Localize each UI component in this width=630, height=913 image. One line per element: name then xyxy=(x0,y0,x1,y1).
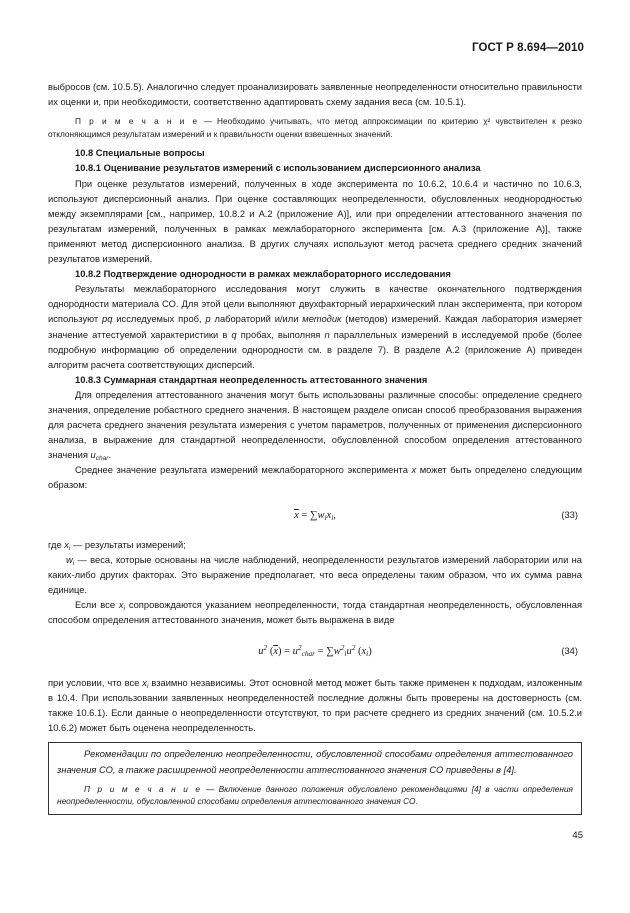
standard-header: ГОСТ Р 8.694—2010 xyxy=(472,42,584,54)
text-run: (методов) измерений. Каждая лаборатория измеряет значение аттестуемой характеристики в xyxy=(48,314,582,340)
index-i: i xyxy=(324,512,327,522)
paren: ( xyxy=(267,646,274,658)
index-i: i xyxy=(146,683,149,691)
var-x: x xyxy=(64,539,69,550)
var-x: x xyxy=(142,678,147,689)
var-pq: pq xyxy=(102,314,113,325)
exp-2: 2 xyxy=(263,643,268,653)
var-x: x xyxy=(326,509,332,521)
var-u: u xyxy=(90,450,96,461)
index-i: i xyxy=(344,649,347,659)
var-x: x xyxy=(118,599,124,610)
text-run: — веса, которые основаны на числе наблюдений, неопределенности результатов измерений лаборатории или на каких-либо других факторах. Это выражение предполагает, что веса определены таким образом, что их сумма равна единице. xyxy=(48,554,582,595)
text-run: Если все xyxy=(75,599,119,610)
text-run: Среднее значение результата измерений межлабораторного эксперимента xyxy=(75,465,412,476)
subscript-char: char xyxy=(301,649,316,659)
section-10-8-2-heading: 10.8.2 Подтверждение однородности в рамках межлабораторного исследования xyxy=(75,269,451,280)
word-metodik: методик xyxy=(302,314,342,325)
paren: ) xyxy=(368,646,372,658)
paragraph-10-8-1: При оценке результатов измерений, полученных в ходе эксперимента по 10.6.2, 10.6.4 и частично по 10.6.3, используют дисперсионный анализ. При оценке составляющих неопределенности, обусловленных неоднородностью между экземплярами [см., например, 10.8.2 и А.2 (приложение А)], или при определении аттестованного значения по результатам измерений, полученных в рамках межлабораторного эксперимента [см. А.3 (приложение А)], также применяют метод дисперсионного анализа. В других случаях используют метод расчета среднего средних значений результатов измерений. xyxy=(48,178,582,265)
sum-sign: = ∑ xyxy=(298,509,318,521)
text-run: сопровождаются указанием неопределенности, тогда стандартная неопределенность, обусловленная способом определения аттестованного значения, может быть выражена в виде xyxy=(48,599,583,625)
formula-34-number: (34) xyxy=(561,646,578,657)
text-run: Результаты межлабораторного исследования могут служить в качестве окончательного подтверждения однородности материала СО. Для этой цели выполняют двухфакторный иерархический план эксперимента, при котором используют xyxy=(48,284,582,325)
paragraph-condition xyxy=(48,676,582,736)
paragraph-10-8-3 xyxy=(48,388,582,463)
exp-2: 2 xyxy=(297,643,302,653)
text-run: пробах, выполняя xyxy=(236,329,325,340)
var-x: x xyxy=(411,465,417,476)
text-run: взаимно независимы. Этот основной метод может быть также применен к подходам, изложенным в 10.4. При использовании заявленных неопределенностей последние должны быть проверены на достоверность (см. также 10.6.1). Если данные о неопределенности отсутствуют, то при расчете среднего из средних значений (см. 10.5.2.и 10.6.2) может быть оценена неопределенность. xyxy=(48,678,582,734)
exp-2: 2 xyxy=(340,643,345,653)
subscript-char: char xyxy=(95,455,109,463)
var-n: n xyxy=(324,329,330,340)
text-run: исследуемых проб, xyxy=(112,314,206,325)
where-line xyxy=(48,538,582,553)
formula-34 xyxy=(48,628,582,672)
note-text: — Необходимо учитывать, что метод аппроксимации по критерию χ² чувствителен к резко отклоняющимся результатам измерений и к правильности оценки взвешенных значений. xyxy=(48,116,582,139)
page-content xyxy=(48,80,582,815)
var-u: u xyxy=(292,646,298,658)
text-run: . xyxy=(108,450,112,461)
section-10-8-3-heading: 10.8.3 Суммарная стандартная неопределенность аттестованного значения xyxy=(75,374,428,385)
sum-sign: = ∑ xyxy=(315,646,334,658)
note-text: — Включение данного положения обусловлено рекомендациями [4] в части определения неопределенности, обусловленной способами определения аттестованного значения СО. xyxy=(57,783,573,807)
page-number: 45 xyxy=(572,830,583,841)
var-q: q xyxy=(231,329,237,340)
var-w: w xyxy=(317,509,325,521)
text-run: лабораторий и/или xyxy=(210,314,303,325)
formula-33-number: (33) xyxy=(561,509,578,520)
x-bar: $\overline{x}$ xyxy=(273,646,278,658)
var-p: p xyxy=(205,314,211,325)
var-u: u xyxy=(346,646,352,658)
index-i: i xyxy=(331,512,334,522)
paragraph-uncertainty xyxy=(48,598,582,628)
text-run: где xyxy=(48,539,65,550)
paragraph-mean xyxy=(48,463,582,493)
exp-2: 2 xyxy=(351,643,356,653)
text-run: — результаты измерений; xyxy=(70,539,186,550)
var-u: u xyxy=(258,646,264,658)
recommendation-text: Рекомендации по определению неопределенности, обусловленной способами определения аттестованного значения СО, а также расширенной неопределенности аттестованного значения СО приведены в [4]. xyxy=(57,749,573,775)
note-chi-square xyxy=(48,115,582,140)
index-i: i xyxy=(72,559,75,567)
recommendation-box xyxy=(48,742,582,814)
formula-33 xyxy=(48,494,582,534)
paren-eq: ) = xyxy=(277,646,293,658)
paren: ( xyxy=(355,646,362,658)
weights-definition xyxy=(48,553,582,598)
section-10-8-1-heading: 10.8.1 Оценивание результатов измерений с использованием дисперсионного анализа xyxy=(75,163,481,174)
text-run: Для определения аттестованного значения могут быть использованы различные способы: определение среднего значения, определение робастного среднего значения. В настоящем разделе описан способ преобразования выражения для расчета среднего значения результата измерения с учетом параметров, полученных от применения дисперсионного анализа, в выражение для стандартной неопределенности, обусловленной способом определения аттестованного значения xyxy=(48,389,582,461)
index-i: i xyxy=(366,649,369,659)
note-label: П р и м е ч а н и е xyxy=(75,116,199,127)
var-w: w xyxy=(66,554,73,565)
formula-33-expression xyxy=(48,508,582,523)
var-x: x xyxy=(361,646,367,658)
comma: , xyxy=(333,509,336,521)
index-i: i xyxy=(123,604,125,612)
var-w: w xyxy=(333,646,341,658)
recommendation-note xyxy=(57,783,573,808)
text-run: может быть определено следующим образом: xyxy=(48,465,582,491)
section-10-8-heading: 10.8 Специальные вопросы xyxy=(75,148,205,159)
paragraph-continued: выбросов (см. 10.5.5). Аналогично следует проанализировать заявленные неопределенности относительно правильности их оценки и, при необходимости, соответственно адаптировать схему задания веса (см. 10.5.1). xyxy=(48,82,582,108)
formula-34-expression xyxy=(48,644,582,659)
x-bar: $\overline{x}$ xyxy=(294,509,299,521)
note-label: П р и м е ч а н и е xyxy=(84,783,202,794)
text-run: при условии, что все xyxy=(48,678,143,689)
paragraph-10-8-2 xyxy=(48,282,582,373)
text-run: параллельных измерений в исследуемой пробе (более подробную информацию об определении однородности см. в разделе 7). В разделе А.2 (приложение А) приведен алгоритм расчета соответствующих дисперсий. xyxy=(48,329,582,370)
index-i: i xyxy=(68,544,71,552)
